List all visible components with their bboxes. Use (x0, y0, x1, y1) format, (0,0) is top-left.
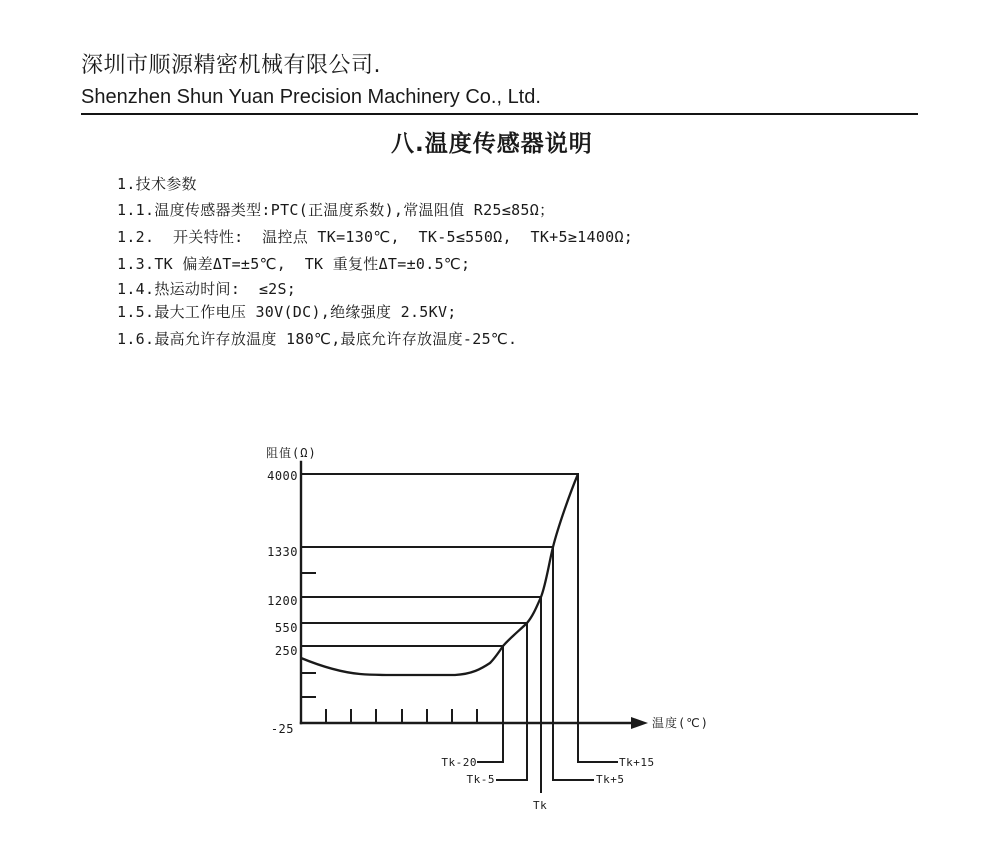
x-marker-tk-minus-20: Tk-20 (441, 756, 477, 769)
resistance-level-lines (301, 474, 578, 646)
x-marker-tk-plus-15: Tk+15 (619, 756, 655, 769)
y-tick-4000: 4000 (267, 469, 298, 483)
y-tick-550: 550 (274, 621, 298, 635)
y-tick-1200: 1200 (267, 594, 298, 608)
x-marker-tk: Tk (533, 799, 548, 812)
spec-line-thermal-response: 1.4.热运动时间: ≤2S; (117, 280, 297, 298)
spec-line-tk-deviation: 1.3.TK 偏差ΔT=±5℃, TK 重复性ΔT=±0.5℃; (117, 255, 471, 273)
spec-line-switch-characteristic: 1.2. 开关特性: 温控点 TK=130℃, TK-5≤550Ω, TK+5≥1400Ω; (117, 228, 634, 246)
x-axis-title: 温度(℃) (652, 716, 709, 730)
ptc-resistance-curve (301, 474, 578, 675)
spec-line-max-voltage: 1.5.最大工作电压 30V(DC),绝缘强度 2.5KV; (117, 303, 457, 321)
x-axis-arrow-icon (631, 717, 648, 729)
marker-drop-lines (478, 474, 617, 792)
company-name-cn: 深圳市顺源精密机械有限公司. (81, 53, 381, 78)
spec-line-parameters: 1.技术参数 (117, 175, 197, 193)
x-axis-ticks (326, 710, 477, 722)
section-title: 八.温度传感器说明 (391, 131, 593, 157)
spec-line-storage-temperature: 1.6.最高允许存放温度 180℃,最底允许存放温度-25℃. (117, 330, 518, 348)
y-tick-250: 250 (274, 644, 298, 658)
company-name-en: Shenzhen Shun Yuan Precision Machinery Co., Ltd. (81, 86, 541, 108)
y-tick-1330: 1330 (267, 545, 298, 559)
origin-tick-minus-25: -25 (270, 722, 294, 736)
y-axis-minor-ticks (301, 573, 315, 697)
x-marker-tk-plus-5: Tk+5 (596, 773, 625, 786)
x-marker-tk-minus-5: Tk-5 (466, 773, 495, 786)
spec-line-sensor-type: 1.1.温度传感器类型:PTC(正温度系数),常温阻值 R25≤85Ω； (117, 201, 555, 219)
y-axis-title: 阻值(Ω) (266, 446, 317, 460)
